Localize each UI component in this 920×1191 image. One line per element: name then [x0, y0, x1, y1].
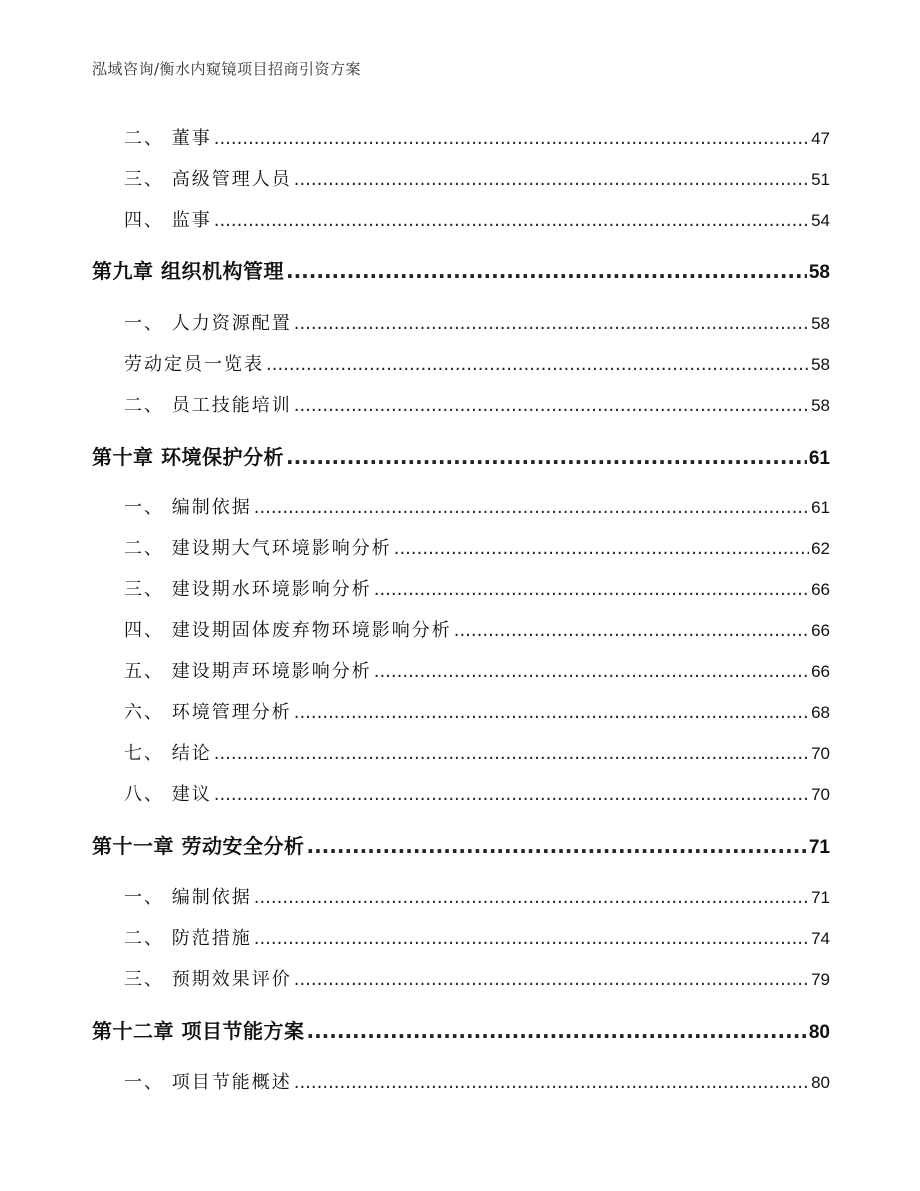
toc-entry[interactable]	[92, 206, 830, 232]
toc-entry-label: 二、 董事	[124, 128, 212, 149]
dot-leader	[394, 538, 809, 559]
dot-leader	[214, 210, 809, 231]
running-header: 泓域咨询/衡水内窥镜项目招商引资方案	[92, 60, 362, 78]
dot-leader	[294, 702, 809, 723]
toc-entry-label: 五、 建设期声环境影响分析	[124, 661, 372, 682]
toc-entry-label: 二、 员工技能培训	[124, 395, 292, 416]
toc-entry-label: 第十一章 劳动安全分析	[92, 834, 305, 858]
toc-entry-page: 58	[811, 396, 830, 415]
dot-leader	[214, 784, 809, 805]
dot-leader	[214, 743, 809, 764]
toc-entry-page: 66	[811, 621, 830, 640]
toc-entry-label: 三、 预期效果评价	[124, 969, 292, 990]
toc-entry-page: 80	[811, 1073, 830, 1092]
toc-entry[interactable]	[92, 965, 830, 991]
toc-entry-label: 第九章 组织机构管理	[92, 259, 284, 283]
toc-entry-label: 第十二章 项目节能方案	[92, 1019, 305, 1043]
toc-entry-label: 第十章 环境保护分析	[92, 445, 284, 469]
dot-leader	[266, 354, 809, 375]
toc-entry[interactable]	[92, 309, 830, 335]
toc-entry[interactable]	[92, 780, 830, 806]
dot-leader	[294, 169, 809, 190]
dot-leader	[254, 497, 809, 518]
toc-entry[interactable]	[92, 739, 830, 765]
toc-entry[interactable]	[92, 165, 830, 191]
toc-entry-page: 61	[811, 498, 830, 517]
toc-entry-page: 74	[811, 929, 830, 948]
dot-leader	[454, 620, 809, 641]
toc-chapter-entry[interactable]	[92, 1015, 830, 1044]
toc-entry-label: 一、 人力资源配置	[124, 313, 292, 334]
toc-entry-label: 三、 建设期水环境影响分析	[124, 579, 372, 600]
toc-entry-label: 六、 环境管理分析	[124, 702, 292, 723]
toc-entry-page: 58	[808, 262, 830, 283]
dot-leader	[254, 887, 809, 908]
toc-entry-page: 71	[808, 837, 830, 858]
toc-entry-page: 58	[811, 314, 830, 333]
toc-entry-label: 四、 监事	[124, 210, 212, 231]
toc-chapter-entry[interactable]	[92, 255, 830, 284]
toc-entry[interactable]	[92, 924, 830, 950]
toc-entry[interactable]	[92, 1068, 830, 1094]
toc-entry-label: 二、 防范措施	[124, 928, 252, 949]
toc-entry[interactable]	[92, 391, 830, 417]
toc-entry-label: 七、 结论	[124, 743, 212, 764]
dot-leader	[306, 1019, 806, 1043]
dot-leader	[294, 969, 809, 990]
toc-entry-page: 62	[811, 539, 830, 558]
toc-entry[interactable]	[92, 657, 830, 683]
toc-entry-label: 四、 建设期固体废弃物环境影响分析	[124, 620, 452, 641]
toc-entry-label: 劳动定员一览表	[124, 354, 264, 375]
dot-leader	[214, 128, 809, 149]
toc-entry[interactable]	[92, 534, 830, 560]
dot-leader	[286, 445, 807, 469]
toc-entry-page: 66	[811, 580, 830, 599]
toc-entry-label: 三、 高级管理人员	[124, 169, 292, 190]
toc-entry-page: 66	[811, 662, 830, 681]
toc-entry-label: 八、 建议	[124, 784, 212, 805]
toc-entry[interactable]	[92, 124, 830, 150]
toc-entry-page: 70	[811, 785, 830, 804]
toc-entry[interactable]	[92, 883, 830, 909]
toc-entry-page: 61	[808, 448, 830, 469]
toc-entry-label: 一、 项目节能概述	[124, 1072, 292, 1093]
toc-entry[interactable]	[92, 493, 830, 519]
dot-leader	[294, 313, 809, 334]
toc-entry-page: 54	[811, 211, 830, 230]
dot-leader	[374, 661, 809, 682]
dot-leader	[306, 834, 806, 858]
toc-entry[interactable]	[92, 575, 830, 601]
toc-entry[interactable]	[92, 616, 830, 642]
toc-chapter-entry[interactable]	[92, 830, 830, 859]
dot-leader	[294, 1072, 809, 1093]
dot-leader	[294, 395, 809, 416]
toc-entry-page: 68	[811, 703, 830, 722]
dot-leader	[254, 928, 809, 949]
toc-entry-page: 71	[811, 888, 830, 907]
dot-leader	[374, 579, 809, 600]
toc-entry-page: 47	[811, 129, 830, 148]
dot-leader	[286, 259, 807, 283]
toc-entry-label: 二、 建设期大气环境影响分析	[124, 538, 392, 559]
toc-entry-page: 58	[811, 355, 830, 374]
toc-entry-page: 70	[811, 744, 830, 763]
toc-chapter-entry[interactable]	[92, 441, 830, 470]
toc-entry-page: 79	[811, 970, 830, 989]
toc-entry-label: 一、 编制依据	[124, 497, 252, 518]
toc-entry-page: 51	[811, 170, 830, 189]
toc-entry-label: 一、 编制依据	[124, 887, 252, 908]
toc-entry-page: 80	[808, 1022, 830, 1043]
toc-entry[interactable]	[92, 350, 830, 376]
toc-entry[interactable]	[92, 698, 830, 724]
